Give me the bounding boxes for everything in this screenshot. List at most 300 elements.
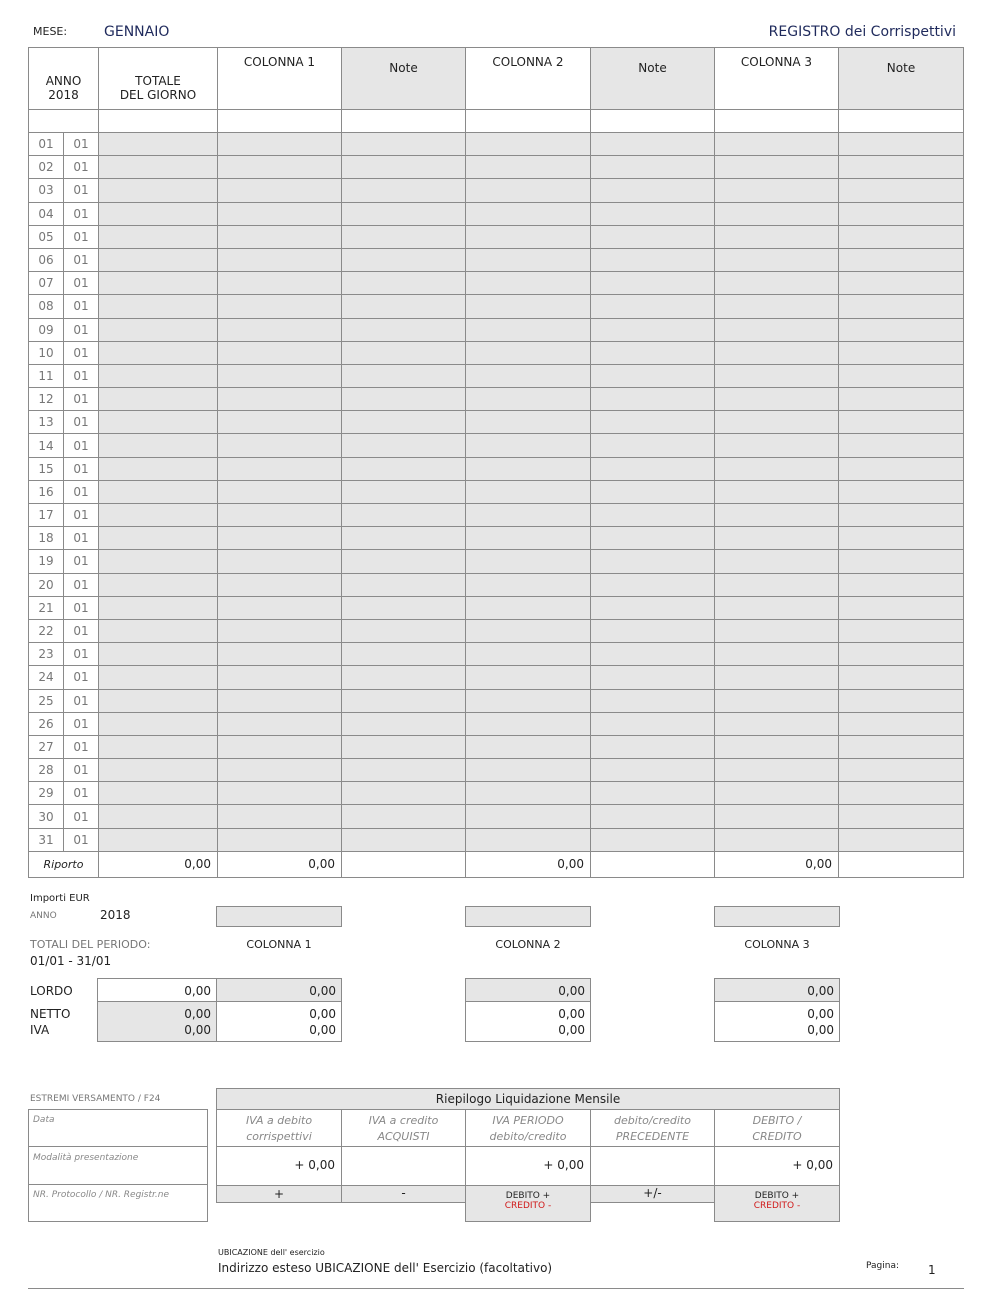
day-number: 15 — [29, 457, 64, 480]
day-cell — [839, 364, 964, 387]
day-cell — [218, 480, 342, 503]
anno-value: 2018 — [48, 88, 79, 102]
day-cell — [218, 272, 342, 295]
day-cell — [591, 179, 715, 202]
day-cell — [99, 550, 218, 573]
day-cell — [715, 341, 839, 364]
day-cell — [218, 527, 342, 550]
day-number: 30 — [29, 805, 64, 828]
day-cell — [715, 225, 839, 248]
day-cell — [99, 179, 218, 202]
day-cell — [839, 527, 964, 550]
day-cell — [466, 573, 591, 596]
day-row — [29, 666, 964, 689]
day-number: 26 — [29, 712, 64, 735]
day-row — [29, 504, 964, 527]
riepilogo-v3: + 0,00 — [543, 1158, 584, 1172]
day-cell — [591, 735, 715, 758]
day-cell — [466, 318, 591, 341]
day-number: 24 — [29, 666, 64, 689]
day-cell — [99, 712, 218, 735]
day-cell — [591, 434, 715, 457]
day-cell — [466, 248, 591, 271]
day-number: 20 — [29, 573, 64, 596]
month-number: 01 — [64, 712, 99, 735]
month-number: 01 — [64, 735, 99, 758]
day-cell — [839, 805, 964, 828]
day-cell — [715, 735, 839, 758]
day-cell — [99, 527, 218, 550]
day-cell — [99, 156, 218, 179]
day-cell — [715, 782, 839, 805]
day-cell — [218, 805, 342, 828]
pagina-value: 1 — [928, 1263, 936, 1277]
day-cell — [342, 295, 466, 318]
day-cell — [99, 295, 218, 318]
day-cell — [839, 202, 964, 225]
day-cell — [591, 759, 715, 782]
day-row — [29, 364, 964, 387]
day-cell — [591, 805, 715, 828]
day-cell — [342, 712, 466, 735]
day-cell — [839, 388, 964, 411]
day-cell — [839, 735, 964, 758]
day-cell — [99, 666, 218, 689]
day-cell — [715, 272, 839, 295]
day-cell — [99, 457, 218, 480]
day-cell — [342, 457, 466, 480]
month-number: 01 — [64, 225, 99, 248]
day-cell — [715, 643, 839, 666]
day-cell — [715, 133, 839, 156]
day-cell — [839, 272, 964, 295]
debito-credito-5: DEBITO + CREDITO - — [714, 1185, 840, 1222]
day-cell — [839, 457, 964, 480]
importi-label: Importi EUR — [30, 893, 90, 904]
day-cell — [839, 504, 964, 527]
day-cell — [839, 573, 964, 596]
month-number: 01 — [64, 202, 99, 225]
day-number: 28 — [29, 759, 64, 782]
day-number: 05 — [29, 225, 64, 248]
lordo-col1: 0,00 — [309, 984, 336, 998]
day-number: 08 — [29, 295, 64, 318]
day-cell — [715, 550, 839, 573]
day-cell — [715, 295, 839, 318]
day-cell — [591, 133, 715, 156]
month-number: 01 — [64, 364, 99, 387]
day-cell — [99, 318, 218, 341]
day-cell — [715, 828, 839, 851]
day-cell — [342, 434, 466, 457]
day-cell — [591, 272, 715, 295]
day-cell — [218, 666, 342, 689]
day-row — [29, 527, 964, 550]
day-cell — [839, 341, 964, 364]
day-number: 04 — [29, 202, 64, 225]
colonna1-header: COLONNA 1 — [218, 48, 342, 110]
riporto-col3: 0,00 — [715, 851, 839, 877]
day-cell — [99, 225, 218, 248]
blank-row — [29, 110, 964, 133]
month-number: 01 — [64, 457, 99, 480]
day-cell — [99, 573, 218, 596]
day-cell — [839, 225, 964, 248]
month-number: 01 — [64, 133, 99, 156]
day-cell — [591, 527, 715, 550]
day-number: 14 — [29, 434, 64, 457]
day-cell — [466, 596, 591, 619]
day-cell — [99, 248, 218, 271]
day-cell — [591, 364, 715, 387]
day-cell — [715, 364, 839, 387]
day-cell — [591, 480, 715, 503]
versamento-protocollo: NR. Protocollo / NR. Registr.ne — [33, 1190, 169, 1200]
day-cell — [466, 295, 591, 318]
day-cell — [218, 225, 342, 248]
versamento-box — [28, 1109, 208, 1222]
totals-col3-label: COLONNA 3 — [744, 938, 810, 951]
day-cell — [591, 411, 715, 434]
day-row — [29, 782, 964, 805]
day-cell — [342, 179, 466, 202]
day-cell — [466, 735, 591, 758]
colonna2-header: COLONNA 2 — [466, 48, 591, 110]
totals-col1-label: COLONNA 1 — [246, 938, 312, 951]
month-number: 01 — [64, 388, 99, 411]
day-row — [29, 735, 964, 758]
day-row — [29, 156, 964, 179]
day-cell — [591, 457, 715, 480]
day-cell — [839, 689, 964, 712]
day-cell — [715, 248, 839, 271]
day-row — [29, 550, 964, 573]
day-number: 01 — [29, 133, 64, 156]
iva-label: IVA — [30, 1023, 50, 1037]
day-cell — [839, 759, 964, 782]
day-number: 02 — [29, 156, 64, 179]
riepilogo-title: Riepilogo Liquidazione Mensile — [216, 1088, 840, 1110]
day-cell — [466, 782, 591, 805]
day-cell — [342, 480, 466, 503]
day-cell — [591, 295, 715, 318]
day-cell — [342, 782, 466, 805]
day-cell — [218, 596, 342, 619]
day-cell — [591, 666, 715, 689]
day-row — [29, 480, 964, 503]
day-cell — [839, 828, 964, 851]
month-number: 01 — [64, 504, 99, 527]
day-cell — [342, 828, 466, 851]
day-cell — [342, 596, 466, 619]
day-cell — [466, 643, 591, 666]
day-cell — [591, 596, 715, 619]
day-cell — [839, 156, 964, 179]
day-row — [29, 341, 964, 364]
day-row — [29, 643, 964, 666]
day-cell — [715, 457, 839, 480]
lordo-col2: 0,00 — [558, 984, 585, 998]
note3-header: Note — [839, 48, 964, 110]
day-cell — [466, 388, 591, 411]
day-cell — [591, 619, 715, 642]
day-cell — [466, 805, 591, 828]
day-cell — [342, 341, 466, 364]
day-cell — [99, 504, 218, 527]
day-cell — [715, 388, 839, 411]
day-cell — [466, 504, 591, 527]
anno-box-col3 — [714, 906, 840, 927]
iva-col1: 0,00 — [309, 1023, 336, 1037]
month-number: 01 — [64, 272, 99, 295]
riporto-row — [29, 851, 964, 877]
day-cell — [715, 805, 839, 828]
day-cell — [466, 364, 591, 387]
mese-label: MESE: — [33, 25, 68, 38]
day-cell — [466, 619, 591, 642]
day-cell — [839, 179, 964, 202]
month-number: 01 — [64, 179, 99, 202]
month-number: 01 — [64, 619, 99, 642]
riepilogo-v1: + 0,00 — [294, 1158, 335, 1172]
day-cell — [591, 573, 715, 596]
day-cell — [218, 156, 342, 179]
day-row — [29, 202, 964, 225]
day-cell — [99, 735, 218, 758]
riepilogo-h3: IVA PERIODO debito/credito — [489, 1114, 567, 1143]
day-cell — [715, 527, 839, 550]
anno-header: ANNO 2018 — [29, 48, 99, 110]
day-cell — [591, 828, 715, 851]
day-cell — [466, 828, 591, 851]
day-cell — [218, 295, 342, 318]
day-row — [29, 272, 964, 295]
day-cell — [342, 156, 466, 179]
day-cell — [342, 364, 466, 387]
day-cell — [342, 504, 466, 527]
day-number: 10 — [29, 341, 64, 364]
day-cell — [218, 643, 342, 666]
iva-col3: 0,00 — [807, 1023, 834, 1037]
day-cell — [715, 179, 839, 202]
day-cell — [466, 712, 591, 735]
month-number: 01 — [64, 643, 99, 666]
day-cell — [839, 643, 964, 666]
day-cell — [342, 248, 466, 271]
day-cell — [218, 179, 342, 202]
month-number: 01 — [64, 759, 99, 782]
day-cell — [715, 666, 839, 689]
month-number: 01 — [64, 411, 99, 434]
day-cell — [218, 735, 342, 758]
day-cell — [342, 573, 466, 596]
netto-col2: 0,00 — [558, 1007, 585, 1021]
day-number: 22 — [29, 619, 64, 642]
month-number: 01 — [64, 156, 99, 179]
day-cell — [99, 828, 218, 851]
day-cell — [591, 712, 715, 735]
totals-anno-label: ANNO — [30, 911, 57, 921]
note1-header: Note — [342, 48, 466, 110]
day-cell — [342, 272, 466, 295]
day-cell — [99, 689, 218, 712]
netto-totale: 0,00 — [184, 1007, 211, 1021]
day-row — [29, 619, 964, 642]
day-cell — [715, 202, 839, 225]
day-cell — [99, 643, 218, 666]
day-cell — [99, 133, 218, 156]
day-row — [29, 712, 964, 735]
day-cell — [591, 156, 715, 179]
day-cell — [99, 388, 218, 411]
month-number: 01 — [64, 596, 99, 619]
day-cell — [218, 759, 342, 782]
day-row — [29, 248, 964, 271]
day-number: 27 — [29, 735, 64, 758]
day-cell — [342, 759, 466, 782]
versamento-title: ESTREMI VERSAMENTO / F24 — [30, 1094, 161, 1104]
day-cell — [591, 504, 715, 527]
day-cell — [218, 712, 342, 735]
mese-value: GENNAIO — [104, 24, 170, 40]
month-number: 01 — [64, 527, 99, 550]
day-row — [29, 828, 964, 851]
day-row — [29, 759, 964, 782]
day-cell — [218, 248, 342, 271]
month-number: 01 — [64, 318, 99, 341]
day-cell — [591, 550, 715, 573]
day-cell — [591, 318, 715, 341]
day-cell — [99, 782, 218, 805]
day-row — [29, 689, 964, 712]
anno-box-col1 — [216, 906, 342, 927]
riporto-label: Riporto — [29, 851, 99, 877]
sign-plus: + — [216, 1185, 342, 1203]
month-number: 01 — [64, 689, 99, 712]
month-number: 01 — [64, 550, 99, 573]
day-cell — [342, 666, 466, 689]
day-cell — [342, 318, 466, 341]
day-number: 12 — [29, 388, 64, 411]
day-cell — [839, 550, 964, 573]
day-number: 21 — [29, 596, 64, 619]
day-cell — [342, 689, 466, 712]
riporto-col1: 0,00 — [218, 851, 342, 877]
day-cell — [218, 782, 342, 805]
day-cell — [99, 434, 218, 457]
month-number: 01 — [64, 434, 99, 457]
day-cell — [466, 341, 591, 364]
day-cell — [218, 202, 342, 225]
netto-col1: 0,00 — [309, 1007, 336, 1021]
netto-col3: 0,00 — [807, 1007, 834, 1021]
periodo-value: 01/01 - 31/01 — [30, 954, 112, 968]
day-cell — [715, 712, 839, 735]
day-cell — [715, 596, 839, 619]
day-cell — [591, 225, 715, 248]
riporto-col2: 0,00 — [466, 851, 591, 877]
day-cell — [218, 388, 342, 411]
day-cell — [591, 782, 715, 805]
month-number: 01 — [64, 828, 99, 851]
day-cell — [839, 411, 964, 434]
day-cell — [99, 341, 218, 364]
netto-label: NETTO — [30, 1007, 71, 1021]
day-cell — [715, 619, 839, 642]
day-cell — [218, 434, 342, 457]
day-cell — [99, 596, 218, 619]
day-number: 16 — [29, 480, 64, 503]
day-number: 18 — [29, 527, 64, 550]
day-row — [29, 225, 964, 248]
day-cell — [466, 759, 591, 782]
page-title: REGISTRO dei Corrispettivi — [768, 24, 956, 40]
day-cell — [839, 666, 964, 689]
day-row — [29, 388, 964, 411]
day-cell — [591, 689, 715, 712]
versamento-data: Data — [33, 1115, 55, 1125]
pagina-label: Pagina: — [866, 1261, 900, 1271]
day-cell — [839, 434, 964, 457]
month-number: 01 — [64, 248, 99, 271]
day-cell — [218, 504, 342, 527]
iva-totale: 0,00 — [184, 1023, 211, 1037]
day-cell — [342, 805, 466, 828]
day-row — [29, 573, 964, 596]
day-cell — [466, 272, 591, 295]
periodo-label: TOTALI DEL PERIODO: — [30, 938, 151, 951]
day-cell — [715, 156, 839, 179]
day-cell — [342, 527, 466, 550]
day-number: 06 — [29, 248, 64, 271]
day-number: 25 — [29, 689, 64, 712]
day-cell — [342, 411, 466, 434]
day-cell — [466, 480, 591, 503]
day-cell — [466, 550, 591, 573]
day-cell — [342, 388, 466, 411]
month-number: 01 — [64, 666, 99, 689]
day-cell — [715, 480, 839, 503]
day-row — [29, 133, 964, 156]
sign-minus: - — [341, 1185, 466, 1203]
day-number: 09 — [29, 318, 64, 341]
day-row — [29, 411, 964, 434]
riepilogo-h2: IVA a credito ACQUISTI — [368, 1114, 439, 1143]
day-cell — [466, 225, 591, 248]
day-cell — [218, 341, 342, 364]
lordo-totale: 0,00 — [184, 984, 211, 998]
note2-header: Note — [591, 48, 715, 110]
day-cell — [218, 411, 342, 434]
footer-rule — [28, 1288, 964, 1289]
day-cell — [839, 248, 964, 271]
month-number: 01 — [64, 573, 99, 596]
day-number: 03 — [29, 179, 64, 202]
day-cell — [466, 689, 591, 712]
riepilogo-h1: IVA a debito corrispettivi — [245, 1114, 313, 1143]
day-number: 31 — [29, 828, 64, 851]
month-number: 01 — [64, 295, 99, 318]
day-cell — [839, 318, 964, 341]
day-cell — [839, 596, 964, 619]
day-row — [29, 805, 964, 828]
day-cell — [591, 202, 715, 225]
day-cell — [591, 643, 715, 666]
day-cell — [466, 411, 591, 434]
day-cell — [591, 341, 715, 364]
versamento-modalita: Modalità presentazione — [33, 1153, 139, 1163]
ubicazione-label: UBICAZIONE dell' esercizio — [218, 1248, 325, 1257]
